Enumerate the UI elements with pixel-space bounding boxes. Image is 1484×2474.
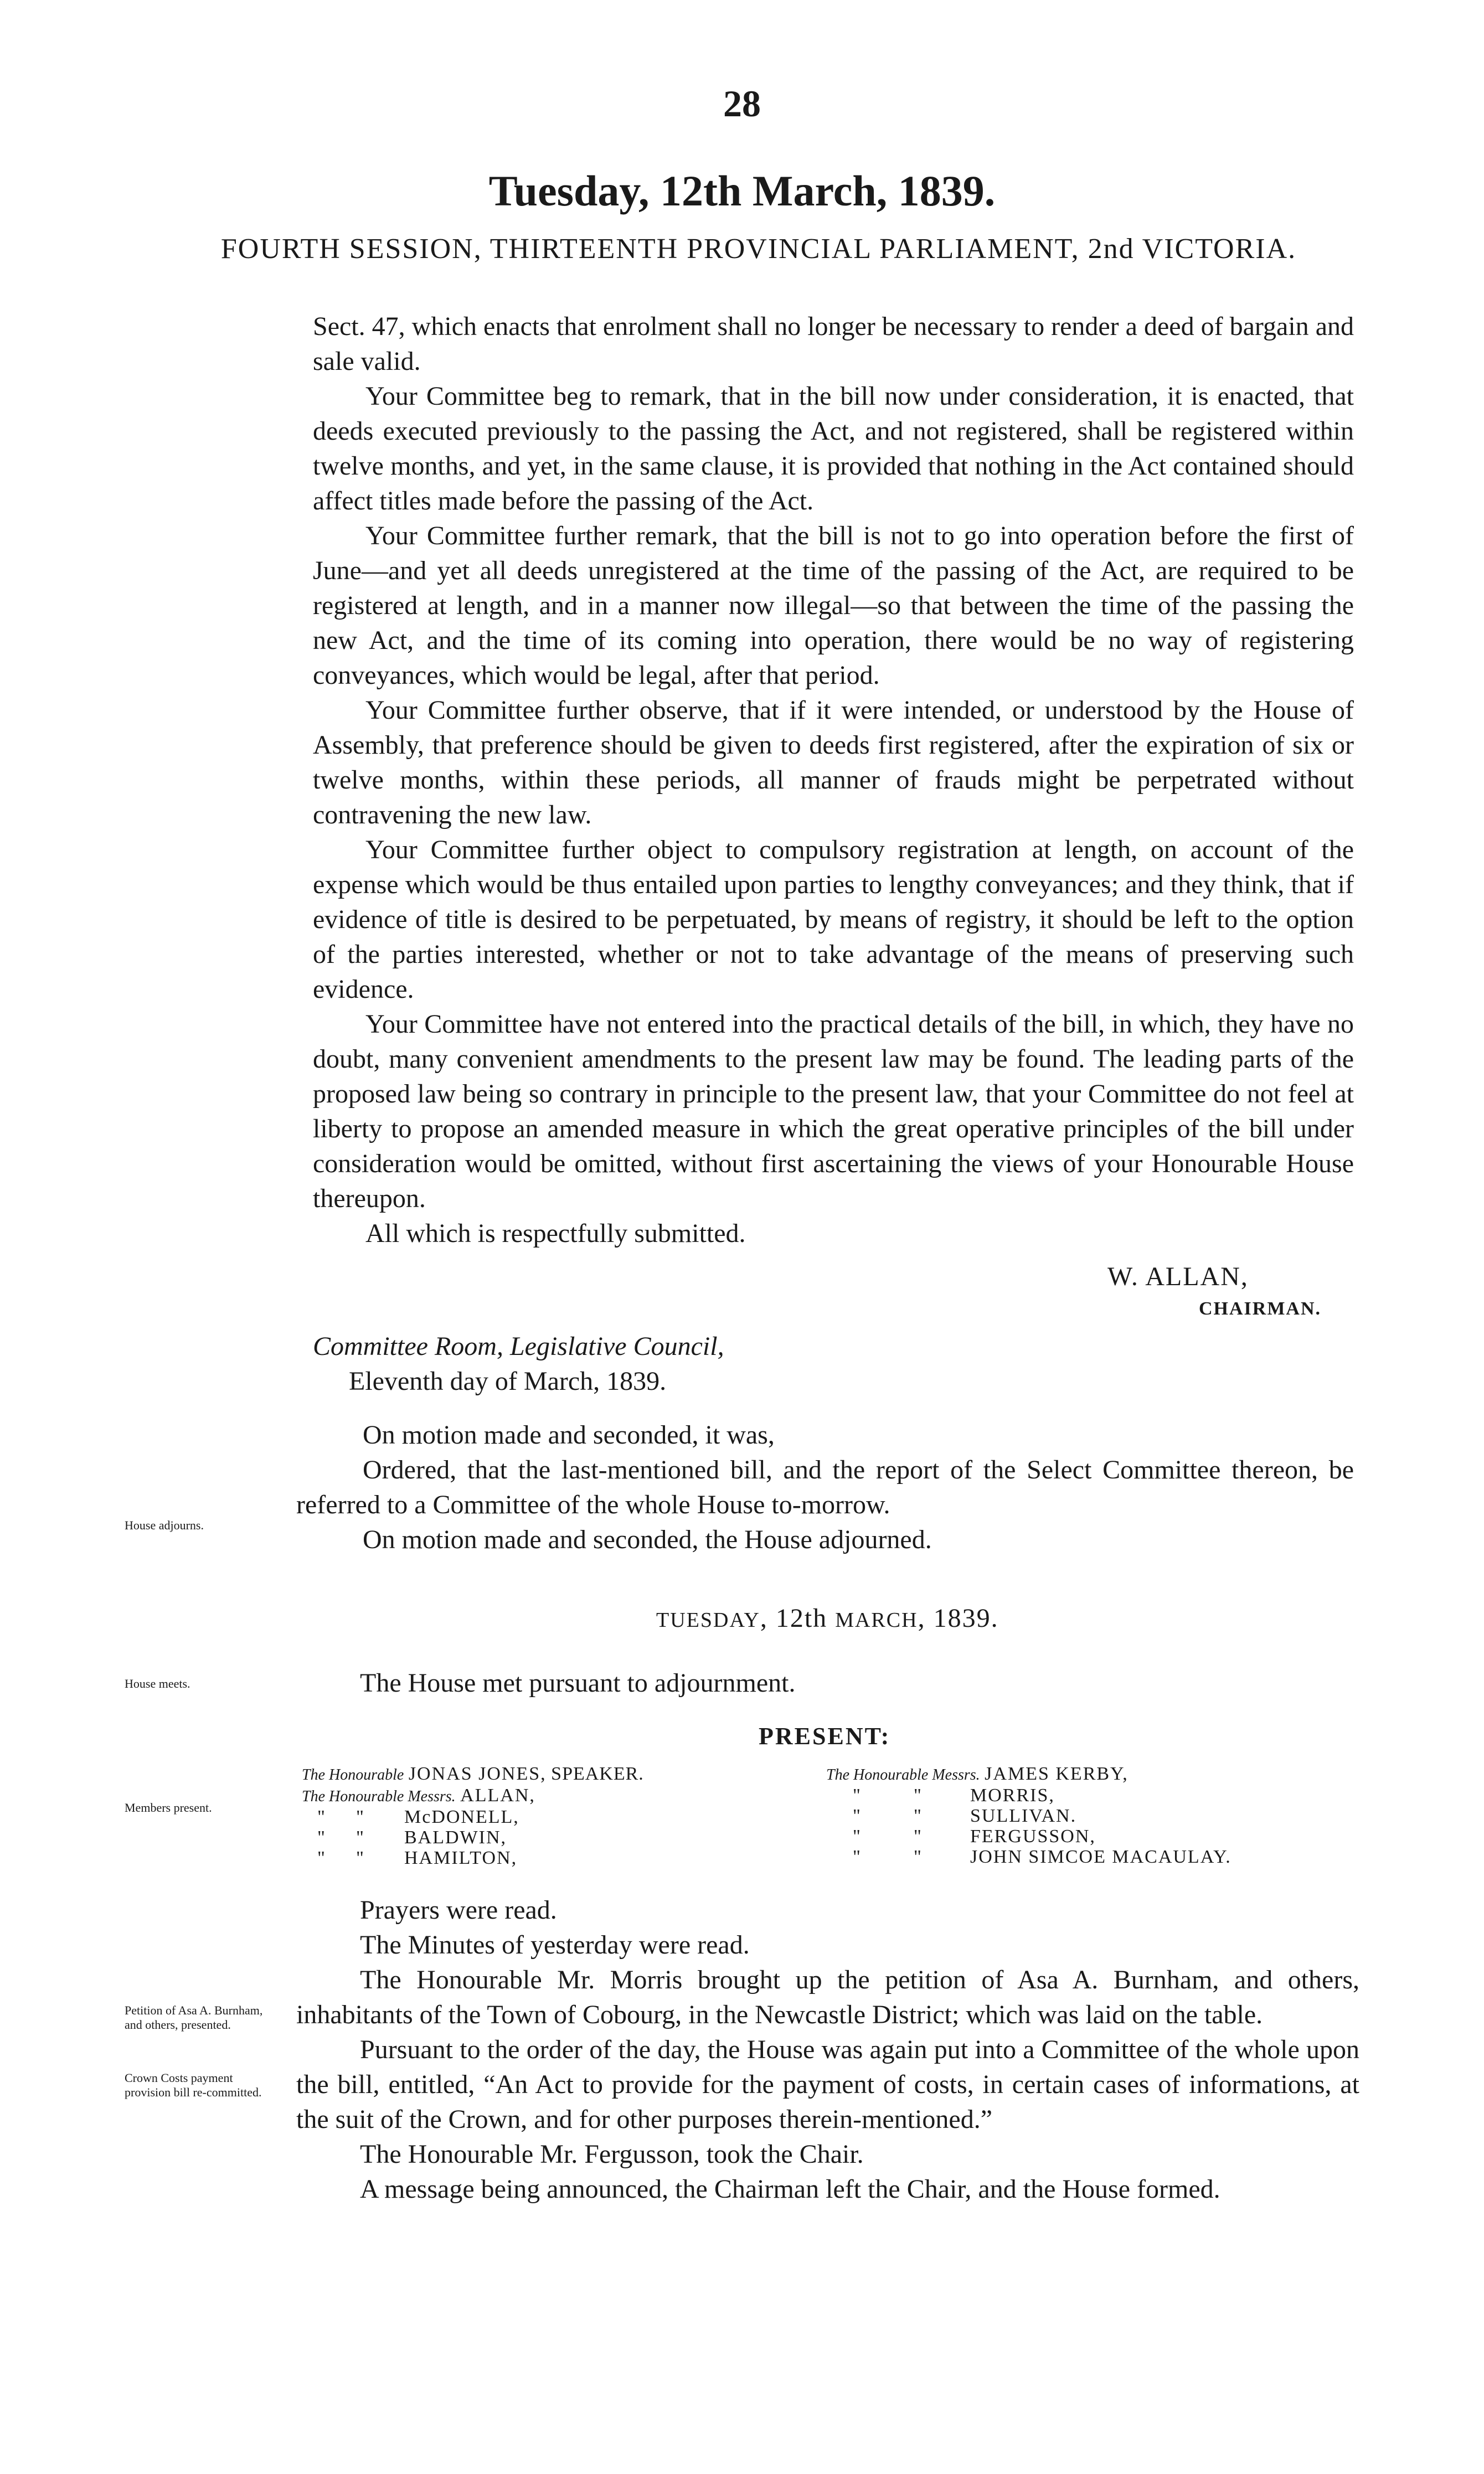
order-paragraph: Ordered, that the last-mentioned bill, and the report of the Select Committee thereon, be referred to a Committee of the whole House to-morrow. — [296, 1455, 1354, 1519]
member-row — [302, 1827, 756, 1848]
day-heading-month: MARCH — [835, 1609, 918, 1632]
signature-title: CHAIRMAN. — [1199, 1298, 1322, 1319]
chair-line: The Honourable Mr. Fergusson, took the Chair. — [360, 2140, 864, 2169]
day-heading-date: , 12th — [760, 1604, 836, 1633]
margin-note-petition: Petition of Asa A. Burnham, and others, presented. — [125, 2003, 263, 2032]
minutes-line: The Minutes of yesterday were read. — [360, 1930, 750, 1960]
committee-report — [313, 309, 1354, 1251]
members-list-right — [826, 1764, 1358, 1867]
day-heading-day: TUESDAY — [656, 1609, 760, 1632]
member-name: JAMES KERBY, — [985, 1764, 1129, 1784]
members-list-left — [302, 1764, 756, 1868]
member-name: JOHN SIMCOE MACAULAY. — [970, 1847, 1231, 1867]
day-heading — [656, 1603, 999, 1633]
member-name: HAMILTON, — [404, 1848, 518, 1868]
ditto-mark: " — [853, 1806, 860, 1826]
ditto-mark: " — [853, 1826, 860, 1847]
member-row — [826, 1785, 1358, 1806]
member-name: BALDWIN, — [404, 1827, 507, 1848]
motions-block — [296, 1418, 1354, 1557]
day-heading-year: , 1839. — [918, 1604, 999, 1633]
prayers-line: Prayers were read. — [360, 1895, 557, 1925]
petition-paragraph: The Honourable Mr. Morris brought up the petition of Asa A. Burnham, and others, inhabitants of the Town of Cobourg, in the Newcastle District; which was laid on the table. — [296, 1965, 1359, 2029]
session-heading: FOURTH SESSION, THIRTEENTH PROVINCIAL PARLIAMENT, 2nd VICTORIA. — [220, 233, 1297, 265]
member-row — [826, 1806, 1358, 1826]
report-paragraph: Your Committee further observe, that if it were intended, or understood by the House of Assembly, that preference should be given to deeds first registered, after the expiration of six or twelve months, within these periods, all manner of frauds might be perpetrated without contravening the new law. — [313, 695, 1354, 829]
message-line: A message being announced, the Chairman left the Chair, and the House formed. — [360, 2174, 1220, 2204]
ditto-mark: " — [914, 1847, 921, 1867]
honourable-prefix: The Honourable — [302, 1766, 404, 1784]
margin-note-house-meets: House meets. — [125, 1677, 190, 1690]
proceedings-block — [296, 1893, 1359, 2207]
house-met-line: The House met pursuant to adjournment. — [360, 1668, 796, 1698]
report-paragraph: Your Committee further remark, that the bill is not to go into operation before the first of June—and yet all deeds unregistered at the time of the passing of the Act, are required to be registered at length, and in a manner now illegal—so that between the time of the passing the new Act, and the time of its coming into operation, there would be no way of registering conveyances, which would be legal, after that period. — [313, 521, 1354, 690]
member-row — [826, 1847, 1358, 1867]
ditto-mark: " — [317, 1848, 325, 1868]
ditto-mark: " — [853, 1847, 860, 1867]
committee-room-label: Committee Room, Legislative Council, — [313, 1332, 724, 1361]
page-title: Tuesday, 12th March, 1839. — [488, 167, 996, 215]
margin-note-house-adjourns: House adjourns. — [125, 1518, 204, 1532]
report-paragraph: Your Committee beg to remark, that in the bill now under consideration, it is enacted, that deeds executed previously to the passing the Act, and not registered, shall be registered within twelve months, and yet, in the same clause, it is provided that nothing in the Act contained should affect titles made before the passing of the Act. — [313, 382, 1354, 516]
adjournment-paragraph: On motion made and seconded, the House adjourned. — [363, 1525, 932, 1554]
member-row — [826, 1764, 1358, 1785]
signature-name: W. ALLAN, — [1107, 1262, 1249, 1291]
page-number: 28 — [723, 83, 761, 125]
committee-room-dateline — [313, 1329, 724, 1399]
honourable-messrs-prefix: The Honourable Messrs. — [302, 1788, 456, 1805]
member-row — [302, 1848, 756, 1868]
speaker-row — [302, 1764, 756, 1785]
margin-note-crown-costs: Crown Costs payment provision bill re-committed. — [125, 2071, 262, 2099]
ditto-mark: " — [317, 1827, 325, 1848]
ditto-mark: " — [317, 1807, 325, 1827]
ditto-mark: " — [356, 1848, 364, 1868]
member-name: SULLIVAN. — [970, 1806, 1077, 1826]
member-name: ALLAN, — [460, 1785, 535, 1806]
member-name: MORRIS, — [970, 1785, 1055, 1806]
member-row — [302, 1807, 756, 1827]
report-closing: All which is respectfully submitted. — [365, 1219, 746, 1248]
report-paragraph: Your Committee further object to compulsory registration at length, on account of the expense which would be thus entailed upon parties to lengthy conveyances; and they think, that if evidence of title is desired to be perpetuated, by means of registry, it should be left to the option of the parties interested, whether or not to take advantage of the means of preserving such evidence. — [313, 835, 1354, 1004]
ditto-mark: " — [914, 1806, 921, 1826]
member-name: McDONELL, — [404, 1807, 519, 1827]
ditto-mark: " — [356, 1807, 364, 1827]
report-paragraph: Your Committee have not entered into the practical details of the bill, in which, they have no doubt, many convenient amendments to the present law may be found. The leading parts of the proposed law being so contrary in principle to the present law, that your Committee do not feel at liberty to propose an amended measure in which the great operative principles of the bill under consideration would be omitted, without first ascertaining the views of your Honourable House thereupon. — [313, 1009, 1354, 1213]
ditto-mark: " — [853, 1785, 860, 1806]
ditto-mark: " — [356, 1827, 364, 1848]
speaker-title: SPEAKER. — [551, 1764, 644, 1784]
speaker-name: JONAS JONES, — [408, 1764, 547, 1784]
motion-paragraph: On motion made and seconded, it was, — [363, 1420, 775, 1450]
committee-date: Eleventh day of March, 1839. — [349, 1367, 667, 1396]
order-of-day-paragraph: Pursuant to the order of the day, the House was again put into a Committee of the whole upon the bill, entitled, “An Act to provide for the payment of costs, in certain cases of informations, at the suit of the Crown, and for other purposes therein-mentioned.” — [296, 2035, 1359, 2134]
ditto-mark: " — [914, 1785, 921, 1806]
ditto-mark: " — [914, 1826, 921, 1847]
member-row — [302, 1785, 756, 1807]
present-heading: PRESENT: — [759, 1723, 891, 1750]
member-name: FERGUSSON, — [970, 1826, 1096, 1847]
report-paragraph: Sect. 47, which enacts that enrolment shall no longer be necessary to render a deed of bargain and sale valid. — [313, 312, 1354, 376]
margin-note-members-present: Members present. — [125, 1801, 212, 1815]
member-row — [826, 1826, 1358, 1847]
honourable-messrs-prefix: The Honourable Messrs. — [826, 1766, 980, 1784]
